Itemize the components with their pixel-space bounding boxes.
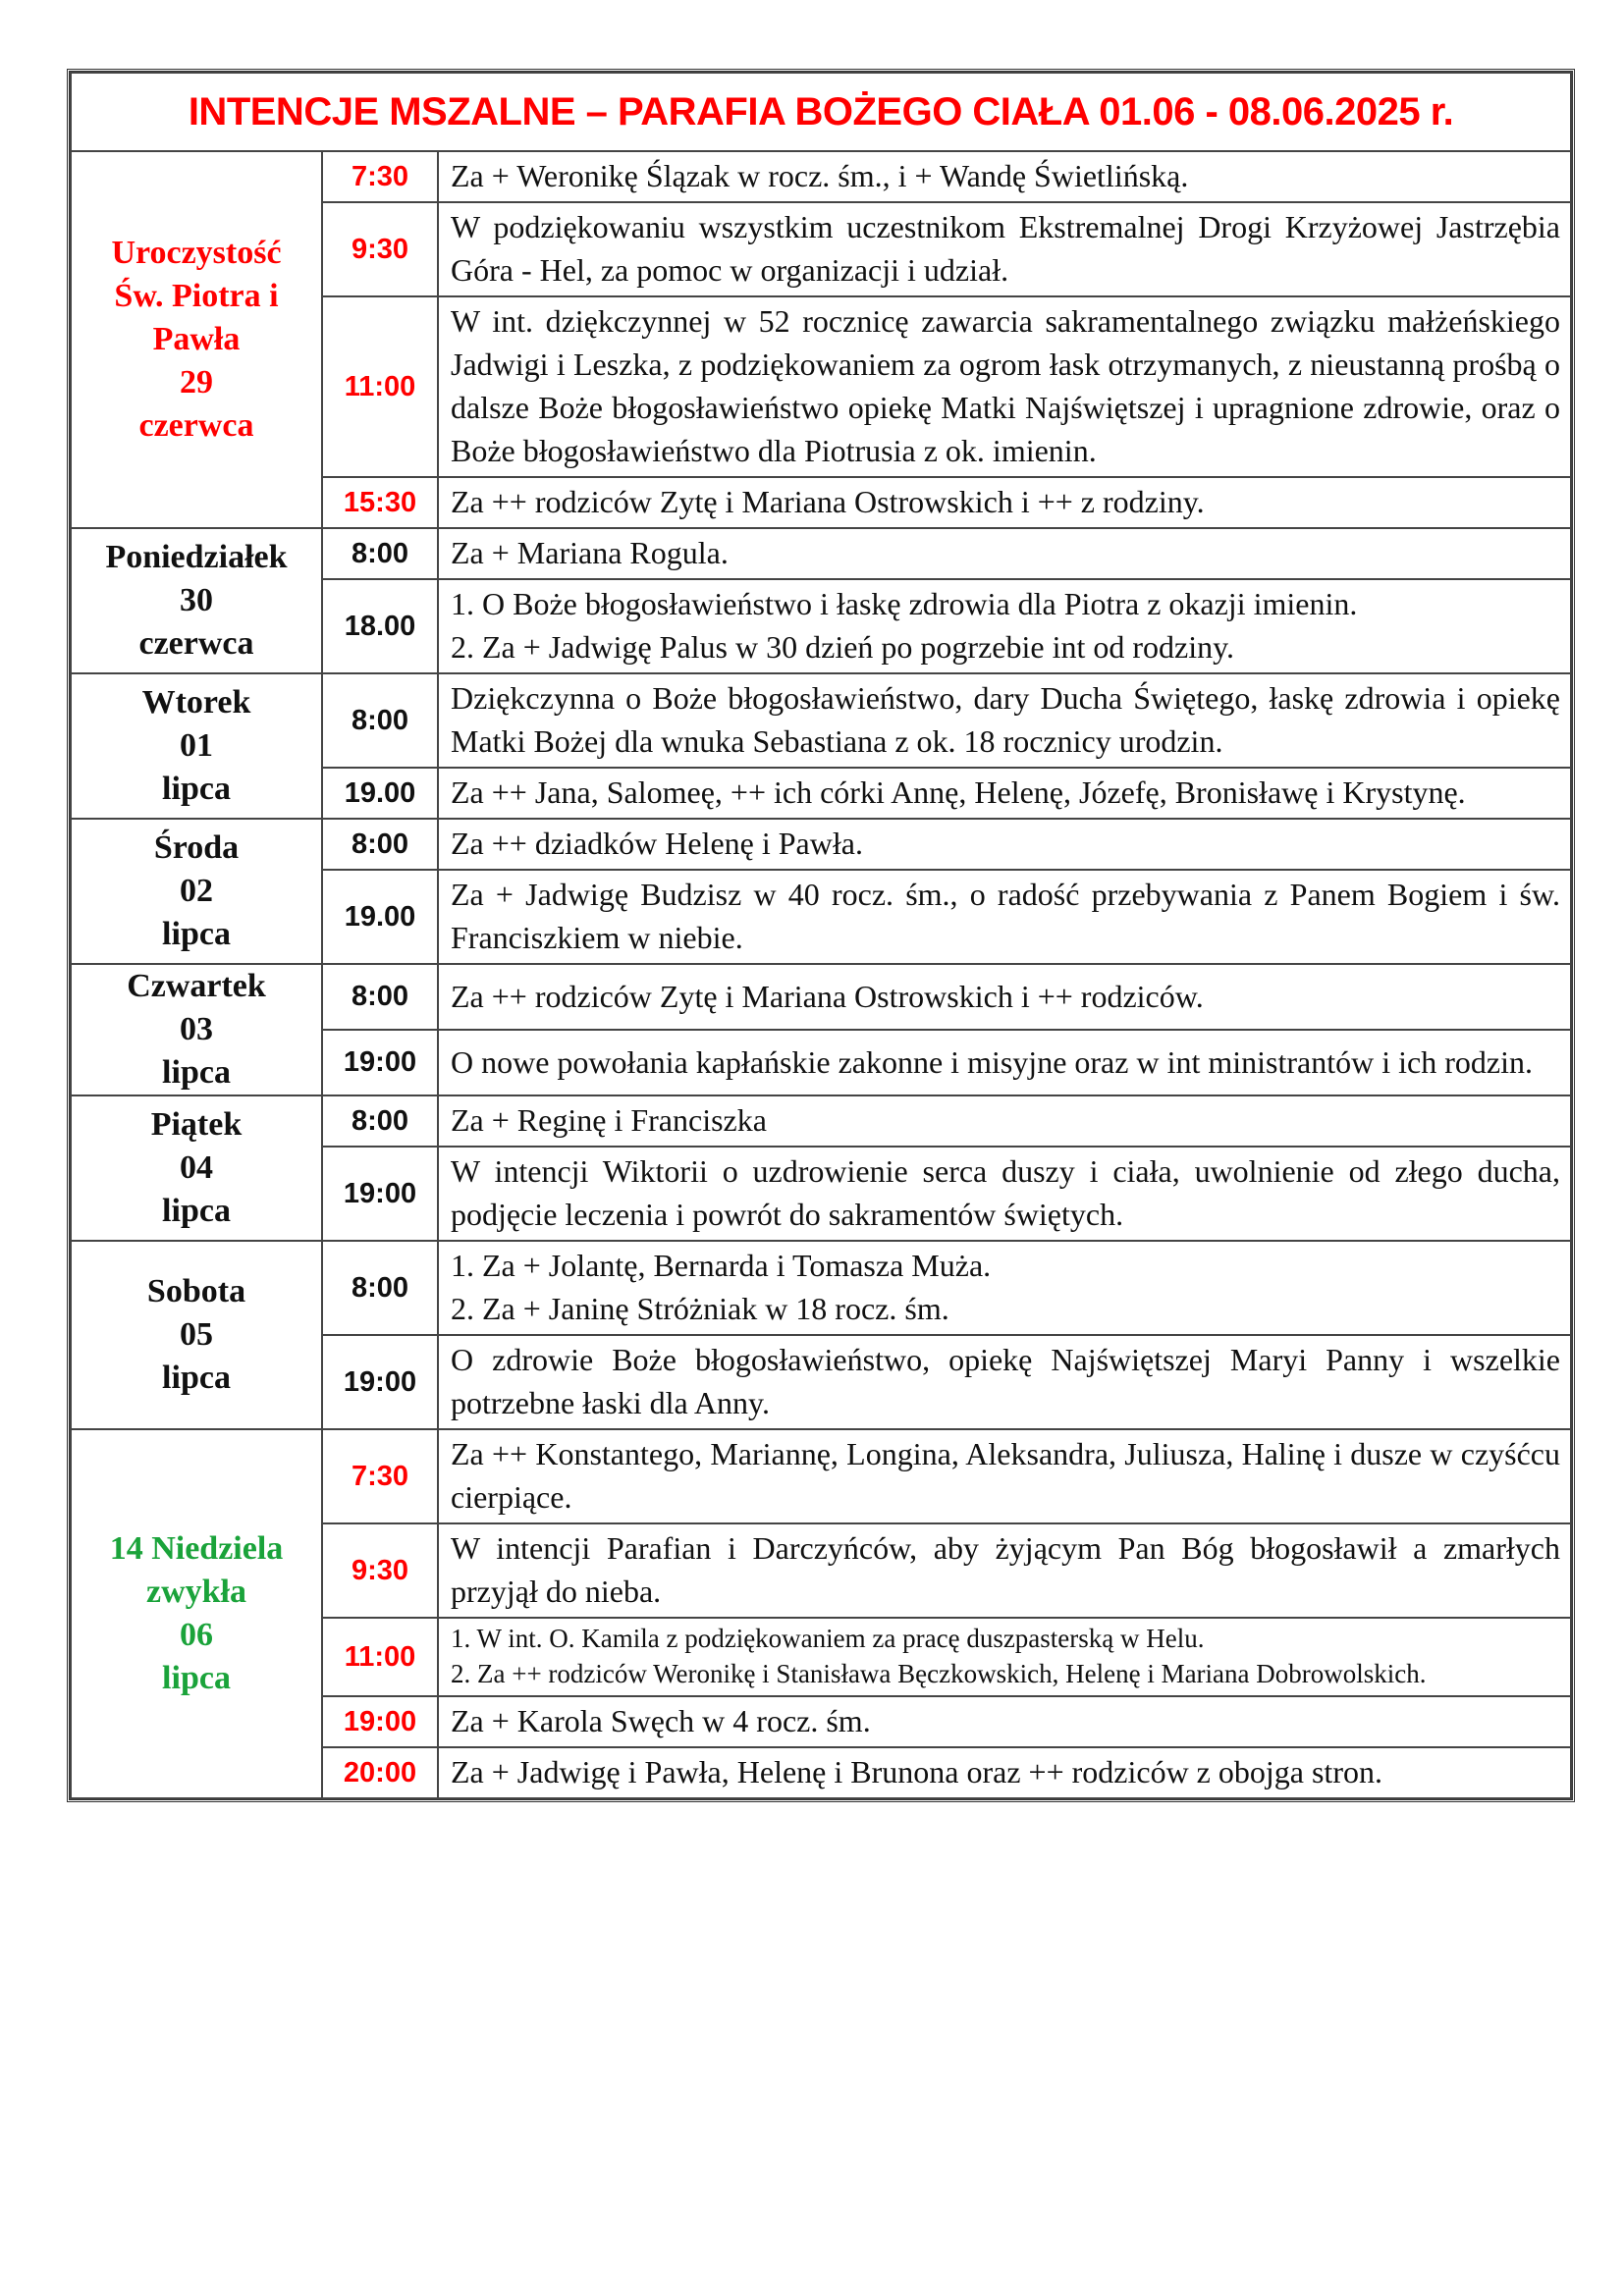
mass-row [71,1095,1571,1147]
intention-line: W intencji Wiktorii o uzdrowienie serca duszy i ciała, uwolnienie od złego ducha, podjęcie leczenia i powrót do sakramentów świętych. [451,1153,1560,1232]
page-title: INTENCJE MSZALNE – PARAFIA BOŻEGO CIAŁA 01.06 - 08.06.2025 r. [71,73,1571,151]
mass-intention [438,1696,1571,1747]
intention-line: Za + Karola Swęch w 4 rocz. śm. [451,1703,871,1738]
page [67,69,1575,1802]
day-label [71,151,322,528]
mass-row [71,1241,1571,1335]
mass-time: 8:00 [322,1241,438,1335]
day-label-line: 04 [180,1149,213,1186]
intention-line: 1. W int. O. Kamila z podziękowaniem za pracę duszpasterską w Helu. [451,1624,1205,1653]
mass-time: 7:30 [322,1429,438,1523]
mass-intention [438,1241,1571,1335]
mass-time: 11:00 [322,296,438,477]
intention-line: 1. Za + Jolantę, Bernarda i Tomasza Muża. [451,1248,992,1283]
mass-time: 8:00 [322,673,438,768]
day-label-line: lipca [162,916,231,952]
day-label-line: 05 [180,1316,213,1353]
mass-time: 20:00 [322,1747,438,1798]
mass-intention [438,296,1571,477]
day-label-line: lipca [162,1054,231,1091]
intention-line: Za ++ dziadków Helenę i Pawła. [451,826,863,861]
mass-intention [438,528,1571,579]
day-label-line: Sobota [146,1273,246,1309]
intention-line: Za ++ rodziców Zytę i Mariana Ostrowskich i ++ z rodziny. [451,484,1205,519]
mass-intention [438,579,1571,673]
day-label [71,673,322,819]
mass-row [71,528,1571,579]
mass-intention [438,819,1571,870]
mass-intention [438,1335,1571,1429]
intention-line: W intencji Parafian i Darczyńców, aby żyjącym Pan Bóg błogosławił a zmarłych przyjął do nieba. [451,1530,1560,1609]
mass-row [71,151,1571,202]
day-label-line: czerwca [138,625,254,662]
intention-line: Dziękczynna o Boże błogosławieństwo, dary Ducha Świętego, łaskę zdrowia i opiekę Matki Bożej dla wnuka Sebastiana z ok. 18 rocznicy urodzin. [451,680,1560,759]
mass-intention [438,870,1571,964]
mass-intention [438,768,1571,819]
day-label-line: zwykła [146,1574,246,1610]
intention-line: O zdrowie Boże błogosławieństwo, opiekę Najświętszej Maryi Panny i wszelkie potrzebne łaski dla Anny. [451,1342,1560,1420]
mass-time: 19:00 [322,1696,438,1747]
mass-intention [438,151,1571,202]
mass-time: 9:30 [322,1523,438,1618]
mass-intention [438,1429,1571,1523]
day-label-line: 02 [180,873,213,909]
mass-intention [438,1147,1571,1241]
mass-intention [438,964,1571,1030]
day-label-line: czerwca [138,407,254,444]
intention-line: Za ++ Jana, Salomeę, ++ ich córki Annę, Helenę, Józefę, Bronisławę i Krystynę. [451,774,1466,810]
day-label [71,1241,322,1429]
mass-time: 8:00 [322,1095,438,1147]
intention-line: W int. dziękczynnej w 52 rocznicę zawarcia sakramentalnego związku małżeńskiego Jadwigi i Leszka, z podziękowaniem za ogrom łask otrzymanych, z nieustanną prośbą o dalsze Boże błogosławieństwo opiekę Matki Najświętszej i upragnione zdrowie, oraz o Boże błogosławieństwo dla Piotrusia z ok. imienin. [451,303,1560,468]
mass-time: 18.00 [322,579,438,673]
day-label-line: Św. Piotra i [114,278,279,314]
intention-line: Za + Jadwigę i Pawła, Helenę i Brunona oraz ++ rodziców z obojga stron. [451,1754,1382,1789]
mass-row [71,819,1571,870]
intention-line: Za + Jadwigę Budzisz w 40 rocz. śm., o radość przebywania z Panem Bogiem i św. Franciszkiem w niebie. [451,877,1560,955]
mass-time: 19:00 [322,1030,438,1095]
mass-intention [438,1095,1571,1147]
intention-line: Za ++ Konstantego, Mariannę, Longina, Aleksandra, Juliusza, Halinę i dusze w czyśćcu cierpiące. [451,1436,1560,1515]
mass-time: 19:00 [322,1147,438,1241]
mass-time: 19.00 [322,870,438,964]
day-label [71,1429,322,1798]
day-label-line: Piątek [150,1106,243,1143]
intention-line: Za + Mariana Rogula. [451,535,729,570]
intention-line: 2. Za + Janinę Stróżniak w 18 rocz. śm. [451,1291,949,1326]
intention-line: 2. Za ++ rodziców Weronikę i Stanisława Bęczkowskich, Helenę i Mariana Dobrowolskich. [451,1659,1427,1688]
intention-line: Za + Reginę i Franciszka [451,1102,767,1138]
day-label-line: Poniedziałek [105,539,288,575]
day-label-line: 01 [180,727,213,764]
intention-line: Za + Weronikę Ślązak w rocz. śm., i + Wandę Świetlińską. [451,158,1189,193]
day-label-line: 03 [180,1011,213,1047]
intentions-table [70,72,1572,1799]
mass-intention [438,1747,1571,1798]
mass-time: 8:00 [322,819,438,870]
mass-intention [438,1618,1571,1696]
intention-line: W podziękowaniu wszystkim uczestnikom Ekstremalnej Drogi Krzyżowej Jastrzębia Góra - Hel, za pomoc w organizacji i udział. [451,209,1560,288]
day-label-line: lipca [162,771,231,807]
day-label [71,1095,322,1241]
mass-time: 9:30 [322,202,438,296]
mass-intention [438,477,1571,528]
mass-time: 7:30 [322,151,438,202]
title-row [71,73,1571,151]
intention-line: Za ++ rodziców Zytę i Mariana Ostrowskich i ++ rodziców. [451,978,1204,1014]
mass-row [71,673,1571,768]
day-label-line: 06 [180,1617,213,1653]
mass-intention [438,1523,1571,1618]
mass-row [71,1429,1571,1523]
mass-intention [438,202,1571,296]
mass-intention [438,1030,1571,1095]
mass-time: 11:00 [322,1618,438,1696]
day-label [71,528,322,673]
mass-time: 8:00 [322,528,438,579]
mass-intention [438,673,1571,768]
day-label [71,819,322,964]
day-label-line: Pawła [152,321,241,357]
day-label-line: 30 [180,582,213,618]
mass-time: 19.00 [322,768,438,819]
mass-row [71,964,1571,1030]
intention-line: 1. O Boże błogosławieństwo i łaskę zdrowia dla Piotra z okazji imienin. [451,586,1358,621]
mass-time: 15:30 [322,477,438,528]
day-label-line: lipca [162,1360,231,1396]
day-label-line: Środa [153,829,240,866]
day-label-line: lipca [162,1193,231,1229]
intention-line: O nowe powołania kapłańskie zakonne i misyjne oraz w int ministrantów i ich rodzin. [451,1043,1533,1080]
day-label-line: Wtorek [141,684,251,721]
intentions-frame [67,69,1575,1802]
day-label-line: Uroczystość [111,235,282,271]
day-label-line: Czwartek [127,968,266,1004]
day-label-line: lipca [162,1660,231,1696]
intention-line: 2. Za + Jadwigę Palus w 30 dzień po pogrzebie int od rodziny. [451,629,1235,665]
mass-time: 19:00 [322,1335,438,1429]
day-label-line: 29 [180,364,213,400]
day-label [71,964,322,1095]
mass-time: 8:00 [322,964,438,1030]
day-label-line: 14 Niedziela [109,1530,284,1567]
